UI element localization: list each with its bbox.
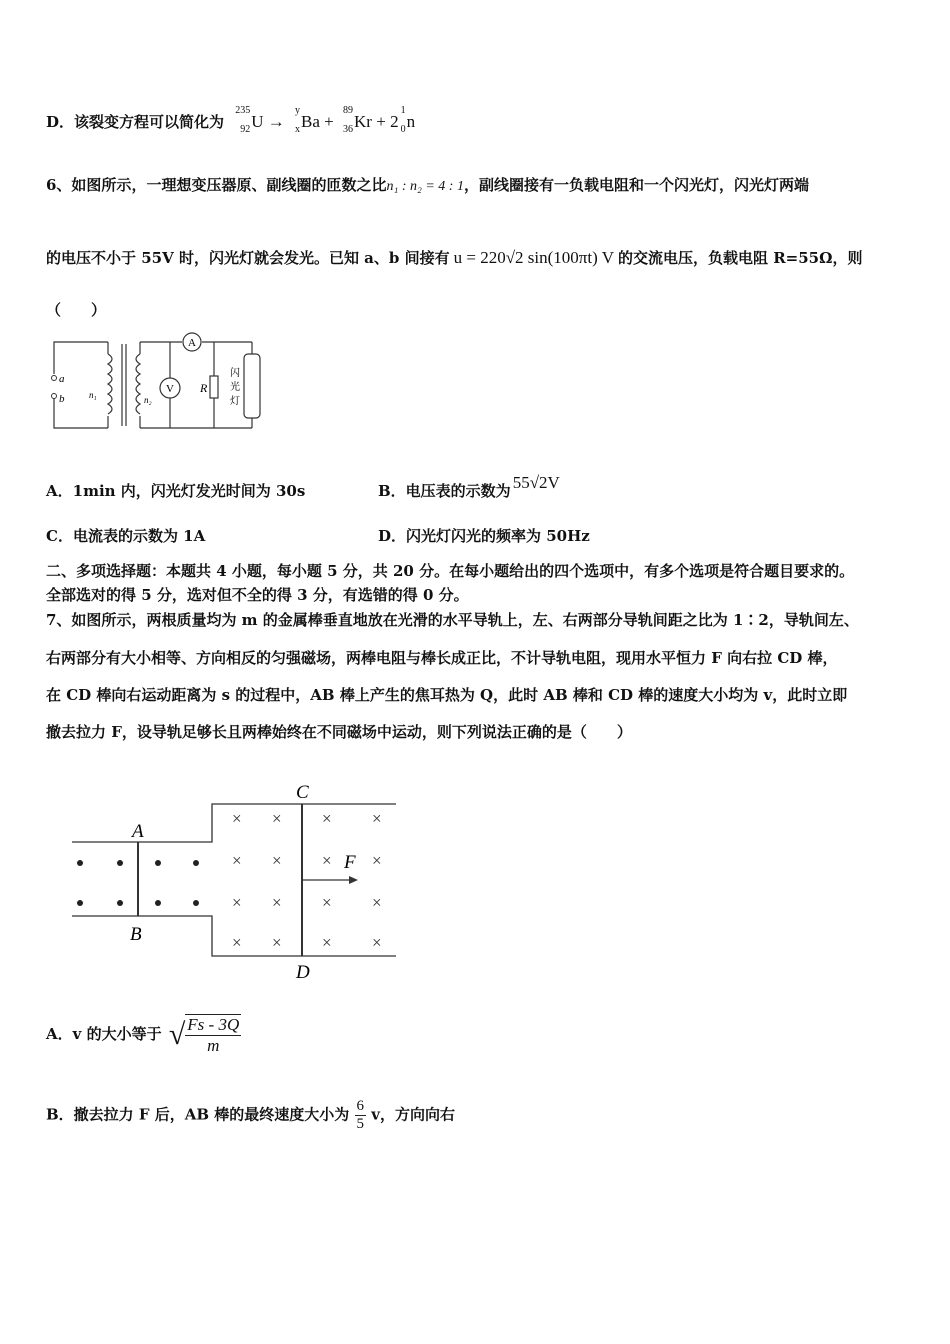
label-force: F [344,852,356,873]
q6-answer-paren: （ ） [46,301,107,319]
sqrt-denominator: m [207,1036,220,1055]
fraction-numerator: 6 [356,1098,365,1114]
q6-option-c: C．电流表的示数为 1A [46,527,206,545]
svg-text:×: × [272,809,282,828]
turns-ratio: n₁ : n₂ = 4 : 1 [386,179,464,194]
rails-magnetic-field-diagram [66,780,406,985]
svg-text:×: × [232,893,242,912]
kr-symbol: Kr [354,112,372,131]
u-symbol: U [251,112,264,131]
u-atomic-number: 92 [240,124,251,135]
ba-mass-number: y [295,105,301,116]
kr-mass-number: 89 [343,105,354,116]
svg-text:×: × [372,851,382,870]
terminal-a [52,376,57,381]
q6-stem-line-1 [46,174,809,195]
svg-text:×: × [322,893,332,912]
svg-text:×: × [372,893,382,912]
n-symbol: n [406,112,416,131]
q6-stem-text: ，副线圈接有一负载电阻和一个闪光灯，闪光灯两端 [463,176,809,194]
svg-text:×: × [232,809,242,828]
force-arrow-icon [349,876,358,884]
svg-text:×: × [272,933,282,952]
q6-option-d: D．闪光灯闪光的频率为 50Hz [378,527,590,545]
q7-stem-line-3: 在 CD 棒向右运动距离为 s 的过程中，AB 棒上产生的焦耳热为 Q，此时 AB 棒和 CD 棒的速度大小均为 v，此时立即 [46,686,848,704]
transformer-circuit-diagram [46,332,266,434]
svg-text:×: × [272,893,282,912]
voltmeter-label: V [166,383,174,395]
section-2-instructions-line-1: 二、多项选择题：本题共 4 小题，每小题 5 分，共 20 分。在每小题给出的四个选项中，有多个选项是符合题目要求的。 [46,562,855,580]
q7-option-a-label: A．v 的大小等于 [46,1025,162,1043]
q7-stem-line-2: 右两部分有大小相等、方向相反的匀强磁场，两棒电阻与棒长成正比，不计导轨电阻，现用水平恒力 F 向右拉 CD 棒， [46,649,838,667]
svg-text:×: × [322,851,332,870]
label-rod-d: D [296,962,310,983]
svg-text:×: × [372,933,382,952]
q7-option-b [46,1098,455,1133]
svg-text:×: × [322,809,332,828]
ammeter-label: A [188,337,196,349]
svg-text:×: × [322,933,332,952]
q7-stem-line-1: 7、如图所示，两根质量均为 m 的金属棒垂直地放在光滑的水平导轨上，左、右两部分导轨间距之比为 1∶2，导轨间左、 [46,611,859,629]
q6-option-b [378,473,560,501]
resistor-label: R [200,381,208,395]
q7-stem-line-4: 撤去拉力 F，设导轨足够长且两棒始终在不同磁场中运动，则下列说法正确的是（ ） [46,723,632,741]
q5-option-d [46,105,415,135]
q6-stem-line-2 [46,247,862,268]
q6-stem-text: 的交流电压，负载电阻 R=55Ω，则 [617,249,863,267]
q6-stem-text: 的电压不小于 55V 时，闪光灯就会发光。已知 a、b 间接有 [46,249,450,267]
svg-text:×: × [232,851,242,870]
terminal-b [52,394,57,399]
section-2-instructions-line-2: 全部选对的得 5 分，选对但不全的得 3 分，有选错的得 0 分。 [46,586,469,604]
label-b: b [59,393,65,405]
n-mass-number: 1 [400,105,406,116]
label-rod-c: C [296,782,309,803]
label-rod-b: B [130,924,142,945]
ac-voltage-expression: u = 220√2 sin(100πt) V [453,248,614,267]
q7-option-b-tail: v，方向向右 [371,1105,455,1124]
kr-atomic-number: 36 [343,124,354,135]
reaction-arrow: → [267,112,285,131]
q7-option-a [46,1014,241,1056]
label-n2: n₂ [144,395,152,405]
svg-text:×: × [272,851,282,870]
q7-option-b-label: B．撤去拉力 F 后，AB 棒的最终速度大小为 [46,1105,350,1124]
label-n1: n₁ [89,390,97,400]
q6-option-a: A．1min 内，闪光灯发光时间为 30s [46,482,306,500]
lamp-label: 灯 [230,396,240,407]
lamp-label: 闪 [230,368,240,379]
sqrt-expression [169,1014,241,1056]
plus-sign: + [324,112,334,131]
label-rod-a: A [132,821,144,842]
u-mass-number: 235 [235,105,251,116]
svg-text:×: × [372,809,382,828]
neutron-coefficient: 2 [390,112,399,131]
sqrt-numerator: Fs - 3Q [187,1015,240,1034]
fission-equation [229,105,416,135]
q6-option-b-label: B．电压表的示数为 [378,482,511,500]
ba-symbol: Ba [301,112,320,131]
fraction-denominator: 5 [356,1116,365,1132]
plus-sign: + [376,112,386,131]
label-a: a [59,373,65,385]
lamp-label: 光 [230,382,240,393]
sqrt-radical-icon: √ [168,1018,186,1051]
q5-option-d-label: D．该裂变方程可以简化为 [46,113,225,131]
svg-text:×: × [232,933,242,952]
q6-stem-text: 6、如图所示，一理想变压器原、副线圈的匝数之比 [46,176,387,194]
fraction-six-fifths [355,1098,367,1133]
ba-atomic-number: x [295,124,301,135]
q6-option-b-value: 55√2V [512,473,560,492]
n-atomic-number: 0 [400,124,406,135]
